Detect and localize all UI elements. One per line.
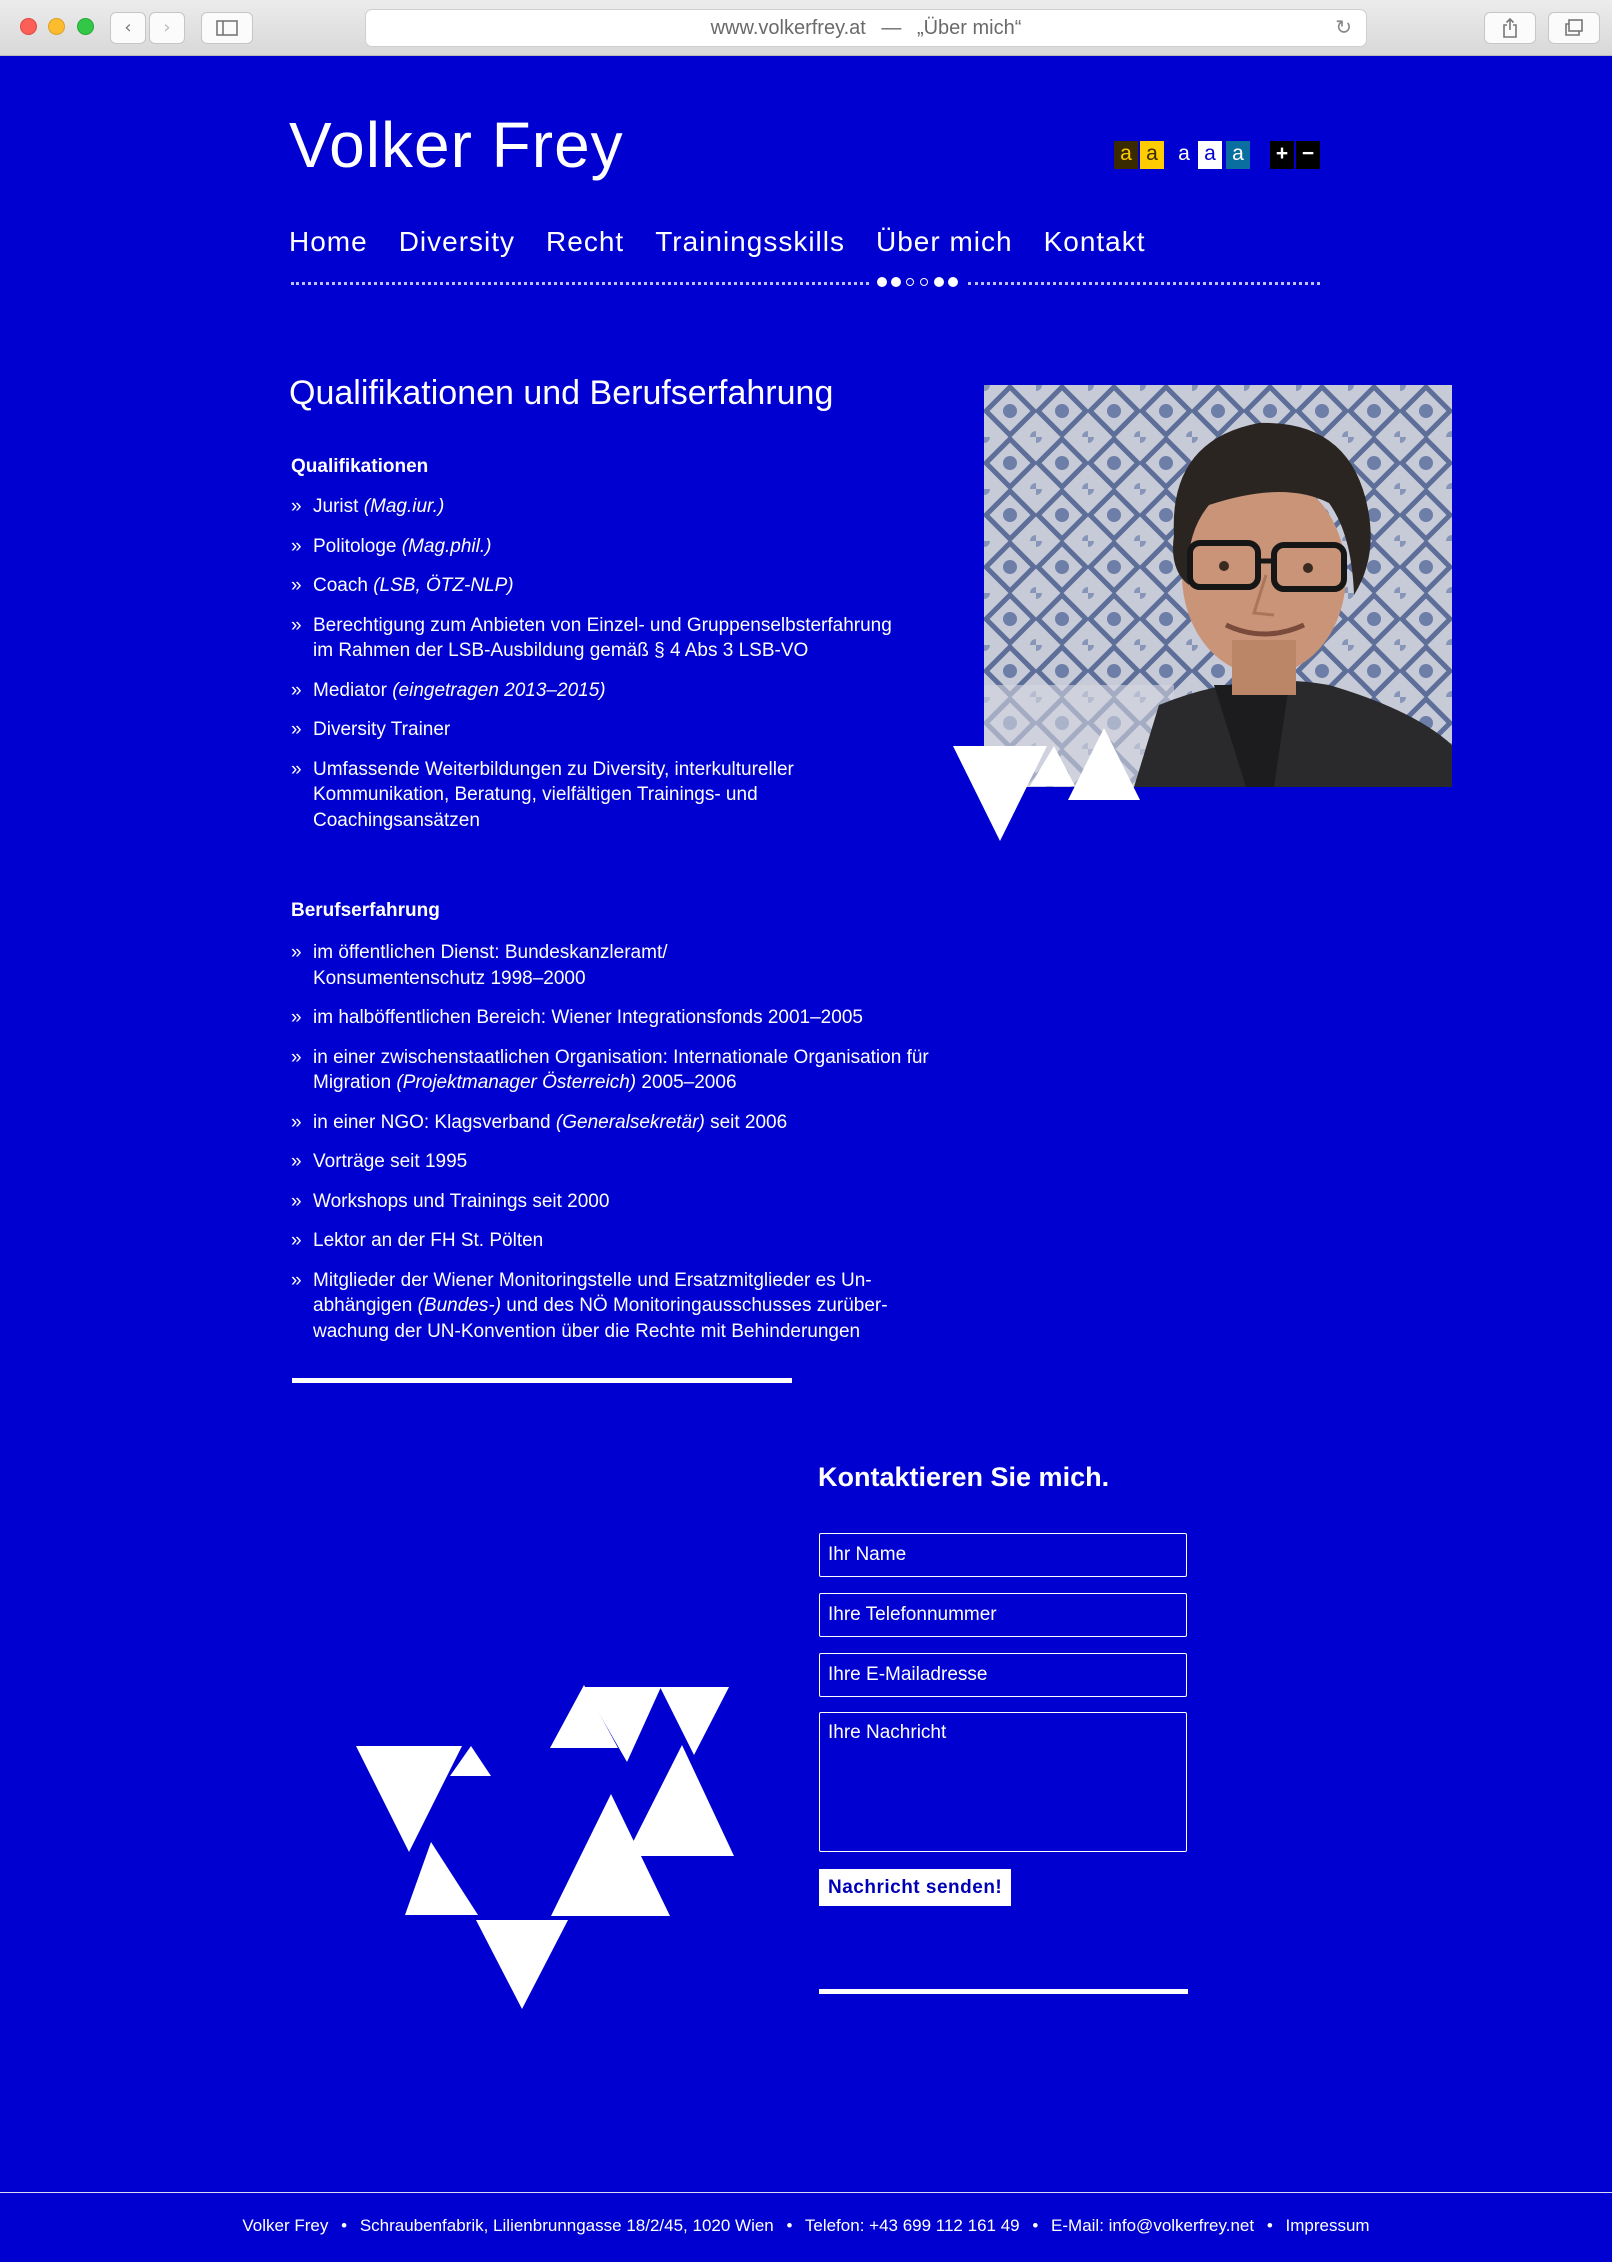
reload-icon[interactable]: ↻	[1335, 17, 1352, 39]
sidebar-icon	[216, 20, 238, 36]
triangle-decoration	[950, 728, 1150, 844]
scheme-brown-yellow[interactable]: a	[1114, 141, 1138, 169]
contact-divider	[819, 1989, 1188, 1994]
list-item: » Diversity Trainer	[291, 717, 931, 743]
font-size-decrease-button[interactable]: −	[1296, 141, 1320, 169]
address-separator: —	[881, 17, 902, 39]
list-item: » in einer NGO: Klagsverband (Generalsekretär) seit 2006	[291, 1110, 931, 1136]
footer-separator: •	[1266, 2216, 1273, 2235]
nav-indicator-dot	[906, 278, 914, 286]
email-input[interactable]	[819, 1653, 1187, 1697]
nav-indicator-dot	[948, 277, 958, 287]
footer-separator: •	[341, 2216, 348, 2235]
nav-divider-left	[291, 282, 869, 285]
sidebar-toggle-button[interactable]	[201, 12, 253, 44]
qualifications-list	[291, 494, 931, 847]
qualifications-heading: Qualifikationen	[291, 456, 429, 477]
scheme-white-blue[interactable]: a	[1198, 141, 1222, 169]
nav-indicator-dot	[891, 277, 901, 287]
list-item: » Mediator (eingetragen 2013–2015)	[291, 678, 931, 704]
minimize-window-button[interactable]	[48, 18, 65, 35]
site-logo[interactable]: Volker Frey	[289, 109, 624, 181]
chevron-right-icon: ›	[163, 17, 171, 38]
portrait-photo	[984, 385, 1452, 787]
address-url: www.volkerfrey.at	[710, 17, 866, 39]
list-item: » Umfassende Weiterbildungen zu Diversity, interkultureller Kommunikation, Beratung, vielfältigen Trainings- und Coachingsansätzen	[291, 757, 931, 834]
list-item: » Politologe (Mag.phil.)	[291, 534, 931, 560]
footer-separator: •	[1032, 2216, 1039, 2235]
list-item: » im halböffentlichen Bereich: Wiener Integrationsfonds 2001–2005	[291, 1005, 931, 1031]
list-item: » in einer zwischenstaatlichen Organisation: Internationale Organisation für Migration (Projektmanager Österreich) 2005–2006	[291, 1045, 931, 1096]
forward-button[interactable]	[149, 12, 185, 44]
browser-toolbar	[0, 0, 1612, 56]
footer-imprint-link[interactable]: Impressum	[1285, 2216, 1370, 2235]
font-size-increase-button[interactable]: +	[1270, 141, 1294, 169]
list-item: » Lektor an der FH St. Pölten	[291, 1228, 931, 1254]
scheme-yellow-brown[interactable]: a	[1140, 141, 1164, 169]
nav-indicator-dot	[934, 277, 944, 287]
list-item: » Berechtigung zum Anbieten von Einzel- und Gruppenselbsterfahrung im Rahmen der LSB-Ausbildung gemäß § 4 Abs 3 LSB-VO	[291, 613, 931, 664]
footer-address: Schraubenfabrik, Lilienbrunngasse 18/2/45, 1020 Wien	[359, 2216, 774, 2235]
message-textarea[interactable]	[819, 1712, 1187, 1852]
tabs-overview-button[interactable]	[1548, 12, 1600, 44]
footer-separator: •	[786, 2216, 793, 2235]
scheme-blue-white[interactable]: a	[1172, 141, 1196, 169]
tabs-icon	[1564, 19, 1584, 37]
page-title: Qualifikationen und Berufserfahrung	[289, 374, 834, 412]
list-item: » im öffentlichen Dienst: Bundeskanzleramt/ Konsumentenschutz 1998–2000	[291, 940, 931, 991]
list-item: » Jurist (Mag.iur.)	[291, 494, 931, 520]
experience-list	[291, 940, 931, 1358]
footer-divider	[0, 2192, 1612, 2193]
nav-item-trainingsskills[interactable]: Trainingsskills	[655, 226, 845, 257]
back-button[interactable]	[110, 12, 146, 44]
list-item: » Vorträge seit 1995	[291, 1149, 931, 1175]
name-input[interactable]	[819, 1533, 1187, 1577]
nav-item-recht[interactable]: Recht	[546, 226, 625, 257]
nav-item-kontakt[interactable]: Kontakt	[1043, 226, 1146, 257]
footer-email-link[interactable]: E-Mail: info@volkerfrey.net	[1051, 2216, 1255, 2235]
footer	[0, 2216, 1612, 2236]
nav-divider-right	[968, 282, 1320, 285]
footer-name: Volker Frey	[242, 2216, 329, 2235]
footer-phone: Telefon: +43 699 112 161 49	[804, 2216, 1020, 2235]
nav-indicator-dot	[920, 278, 928, 286]
nav-item-diversity[interactable]: Diversity	[398, 226, 516, 257]
phone-input[interactable]	[819, 1593, 1187, 1637]
share-icon	[1502, 18, 1518, 38]
main-nav	[289, 226, 1146, 258]
chevron-left-icon: ‹	[124, 17, 132, 38]
nav-indicator-dot	[877, 277, 887, 287]
contact-heading: Kontaktieren Sie mich.	[818, 1462, 1110, 1492]
close-window-button[interactable]	[20, 18, 37, 35]
section-divider	[292, 1378, 792, 1383]
send-message-button[interactable]: Nachricht senden!	[819, 1869, 1011, 1906]
address-bar[interactable]	[365, 9, 1367, 47]
address-page-title: „Über mich“	[916, 17, 1022, 39]
triangle-cluster-decoration	[350, 1680, 740, 2010]
list-item: » Mitglieder der Wiener Monitoringstelle und Ersatzmitglieder es Un-abhängigen (Bundes-) und des NÖ Monitoringausschusses zurüber-wachung der UN-Konvention über die Rechte mit Behinderungen	[291, 1268, 931, 1345]
list-item: » Coach (LSB, ÖTZ-NLP)	[291, 573, 931, 599]
scheme-teal-white[interactable]: a	[1226, 141, 1250, 169]
zoom-window-button[interactable]	[77, 18, 94, 35]
share-button[interactable]	[1484, 12, 1536, 44]
experience-heading: Berufserfahrung	[291, 900, 440, 921]
nav-item-home[interactable]: Home	[289, 226, 368, 257]
nav-item-ueber-mich[interactable]: Über mich	[875, 226, 1013, 257]
list-item: » Workshops und Trainings seit 2000	[291, 1189, 931, 1215]
